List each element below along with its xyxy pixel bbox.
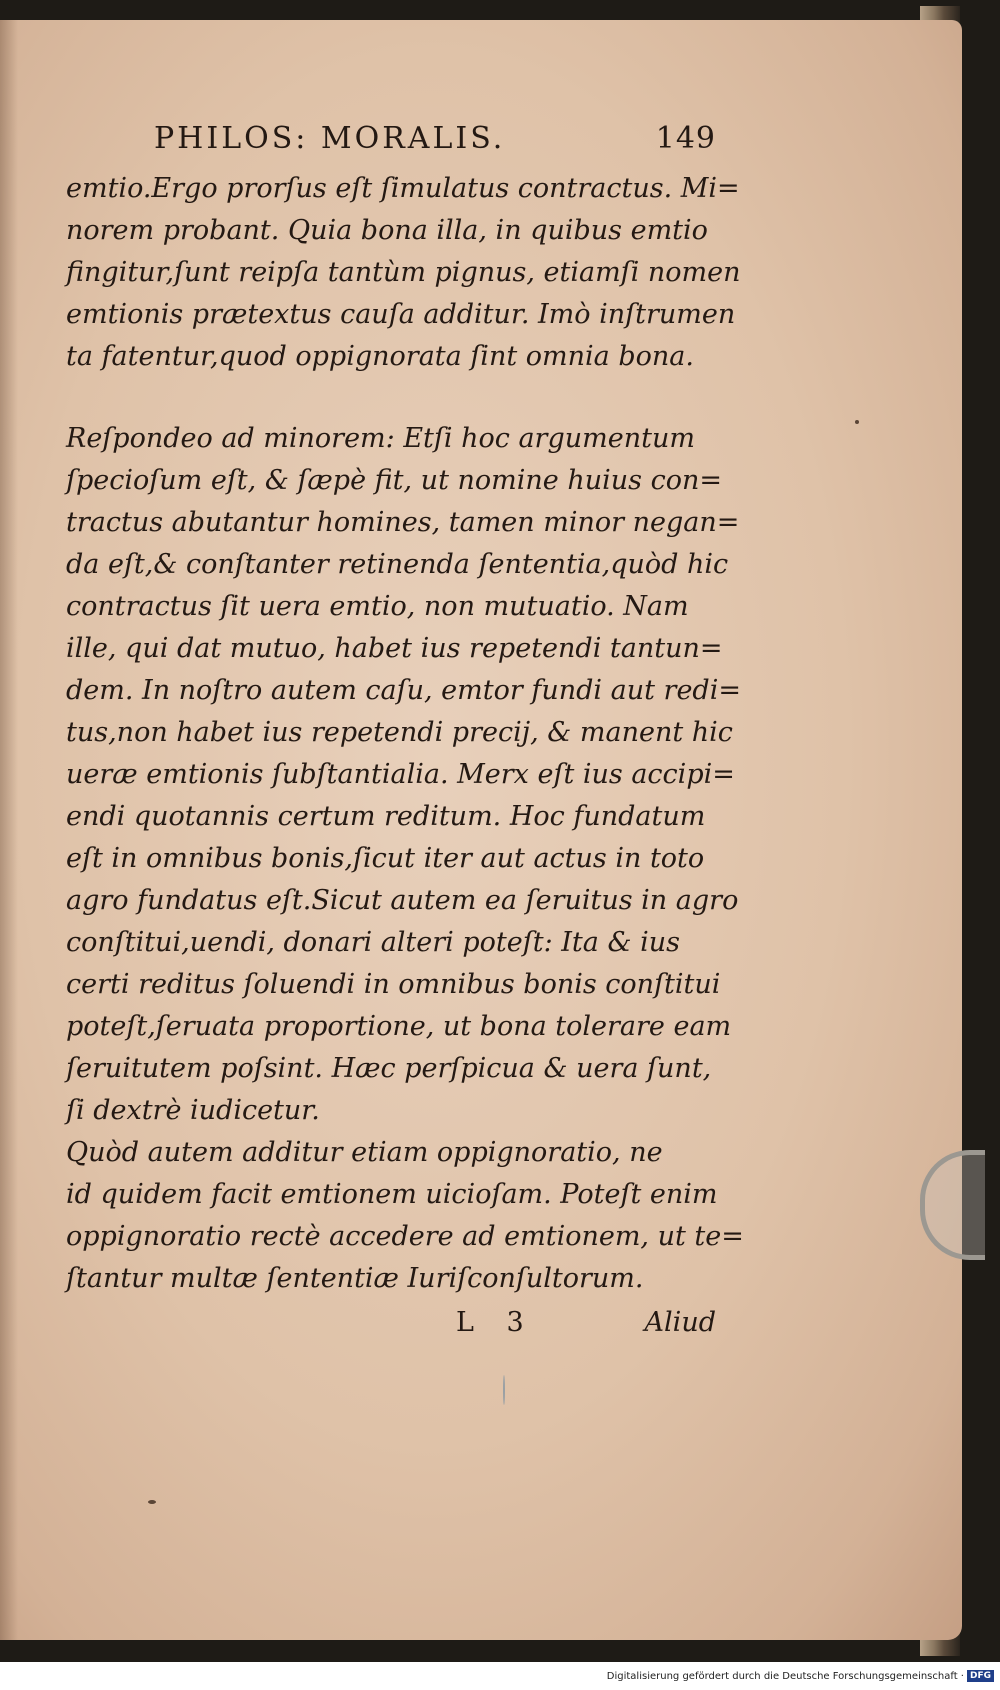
text-line: da eſt,& conſtanter retinenda ſententia,quòd hic	[66, 549, 729, 580]
text-line: contractus ſit uera emtio, non mutuatio. Nam	[66, 591, 689, 622]
page-number: 149	[655, 121, 716, 156]
text-line: id quidem facit emtionem uicioſam. Poteſt enim	[66, 1179, 718, 1210]
paper-speck	[855, 420, 859, 424]
text-line: ille, qui dat mutuo, habet ius repetendi tantun=	[66, 633, 723, 664]
dfg-logo: DFG	[967, 1670, 994, 1682]
footer-credit: Digitalisierung gefördert durch die Deutsche Forschungsgemeinschaft ·	[606, 1670, 964, 1682]
text-line: tus,non habet ius repetendi precij, & manent hic	[66, 717, 733, 748]
text-line: Quòd autem additur etiam oppignoratio, ne	[66, 1137, 663, 1168]
page-footer-marks	[66, 1302, 716, 1344]
text-line: ueræ emtionis ſubſtantialia. Merx eſt ius accipi=	[66, 759, 735, 790]
text-line: endi quotannis certum reditum. Hoc fundatum	[66, 801, 706, 832]
text-line: ſpecioſum eſt, & ſæpè fit, ut nomine huius con=	[66, 465, 722, 496]
text-line: poteſt,ſeruata proportione, ut bona tolerare eam	[66, 1011, 732, 1042]
paper-mark	[503, 1375, 505, 1405]
text-block	[66, 118, 744, 1344]
paragraph-1	[66, 168, 741, 378]
text-line: eſt in omnibus bonis,ſicut iter aut actus in toto	[66, 843, 705, 874]
text-line: certi reditus ſoluendi in omnibus bonis conſtitui	[66, 969, 721, 1000]
paper-speck	[148, 1500, 156, 1504]
paragraph-2	[66, 418, 741, 1132]
text-line: norem probant. Quia bona illa, in quibus emtio	[66, 215, 708, 246]
text-line: tractus abutantur homines, tamen minor negan=	[66, 507, 740, 538]
text-line: agro fundatus eſt.Sicut autem ea ſeruitus in agro	[66, 885, 739, 916]
page-header	[154, 118, 716, 168]
text-line: conſtitui,uendi, donari alteri poteſt: Ita & ius	[66, 927, 680, 958]
text-line: ta fatentur,quod oppignorata ſint omnia bona.	[66, 341, 694, 372]
digitization-footer	[0, 1662, 1000, 1690]
text-line: emtionis prætextus cauſa additur. Imò inſtrumen	[66, 299, 736, 330]
paragraph-3	[66, 1132, 744, 1300]
text-line: ſi dextrè iudicetur.	[66, 1095, 320, 1126]
gutter-shadow	[0, 20, 18, 1640]
text-line: ſtantur multæ ſententiæ Iuriſconſultorum.	[66, 1263, 644, 1294]
catchword: Aliud	[644, 1307, 716, 1338]
text-line: fingitur,ſunt reipſa tantùm pignus, etiamſi nomen	[66, 257, 741, 288]
text-line: ſeruitutem poſsint. Hæc perſpicua & uera ſunt,	[66, 1053, 712, 1084]
text-line: oppignoratio rectè accedere ad emtionem, ut te=	[66, 1221, 744, 1252]
text-line: Reſpondeo ad minorem: Etſi hoc argumentum	[66, 423, 695, 454]
signature-mark: L 3	[456, 1307, 536, 1338]
text-line: dem. In noſtro autem caſu, emtor fundi aut redi=	[66, 675, 741, 706]
running-head: PHILOS: MORALIS.	[154, 121, 506, 156]
text-line: emtio.Ergo prorſus eſt ſimulatus contractus. Mi=	[66, 173, 740, 204]
